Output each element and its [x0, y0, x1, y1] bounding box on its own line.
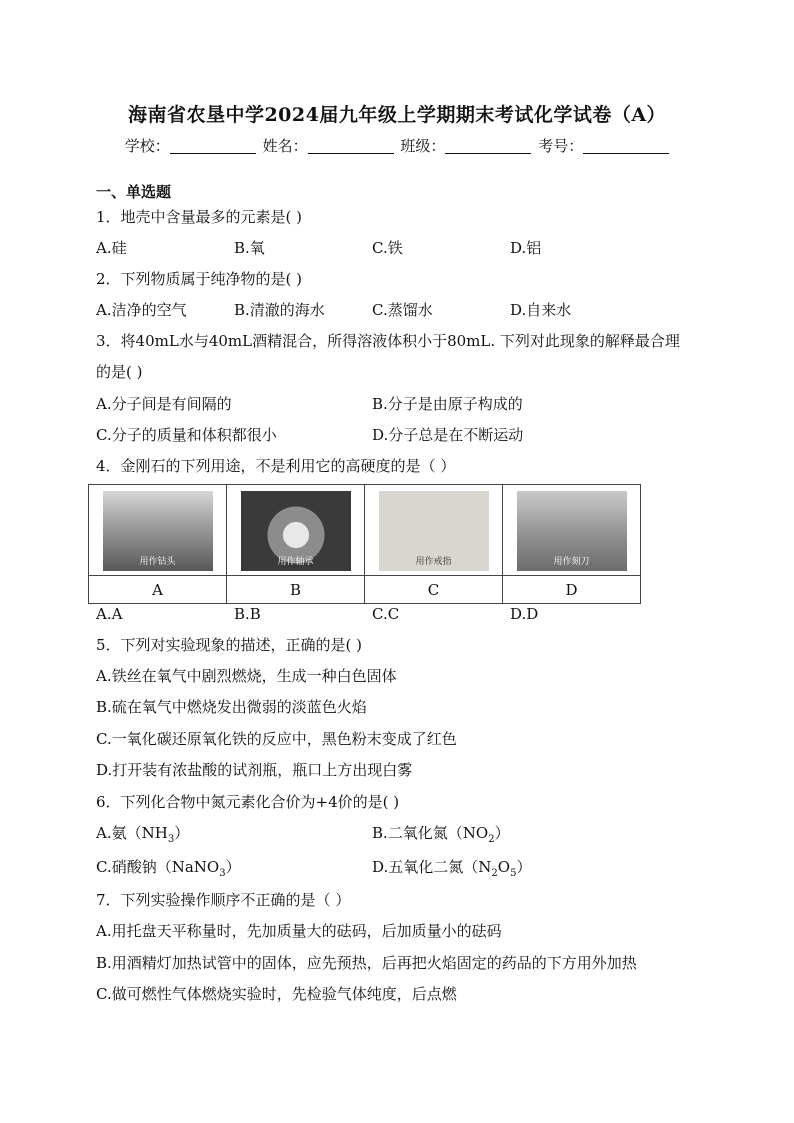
q3-option-d: D.分子总是在不断运动	[372, 426, 524, 444]
q7-option-b: B.用酒精灯加热试管中的固体，应先预热，后再把火焰固定的药品的下方用外加热	[96, 954, 637, 972]
q3-option-b: B.分子是由原子构成的	[372, 395, 523, 413]
q4-option-b: B.B	[234, 605, 261, 623]
q1-stem: 1．地壳中含量最多的元素是( )	[96, 208, 303, 226]
class-blank[interactable]	[445, 139, 531, 154]
q4-cell-a	[89, 485, 227, 576]
q7-option-a: A.用托盘天平称量时，先加质量大的砝码，后加质量小的砝码	[96, 922, 502, 940]
name-blank[interactable]	[308, 139, 394, 154]
q4-cell-d	[503, 485, 641, 576]
q1-option-d: D.铝	[510, 239, 542, 257]
q4-label-d: D	[503, 576, 641, 604]
q2-option-a: A.洁净的空气	[96, 301, 187, 319]
q3-option-a: A.分子间是有间隔的	[96, 395, 232, 413]
school-blank[interactable]	[170, 139, 256, 154]
q5-option-a: A.铁丝在氧气中剧烈燃烧，生成一种白色固体	[96, 667, 397, 685]
drill-bit-image	[103, 491, 213, 571]
q3-stem-line2: 的是( )	[96, 363, 143, 381]
q6-stem: 6．下列化合物中氮元素化合价为+4价的是( )	[96, 793, 400, 811]
glass-cutter-image	[517, 491, 627, 571]
q2-option-d: D.自来水	[510, 301, 572, 319]
class-label: 班级：	[400, 137, 446, 155]
watch-bearing-image	[241, 491, 351, 571]
number-label: 考号：	[538, 137, 584, 155]
q4-option-a: A.A	[96, 605, 123, 623]
q6-option-b: B.二氧化氮$(NO_2)$	[372, 824, 510, 845]
exam-title: 海南省农垦中学2024届九年级上学期期末考试化学试卷（A）	[127, 104, 667, 126]
q1-option-c: C.铁	[372, 239, 403, 257]
q5-option-b: B.硫在氧气中燃烧发出微弱的淡蓝色火焰	[96, 698, 367, 716]
q2-option-b: B.清澈的海水	[234, 301, 325, 319]
q4-image-table	[88, 484, 641, 604]
q6-option-c: C.硝酸钠（NaNO$_3$）	[96, 858, 241, 879]
q1-option-b: B.氧	[234, 239, 265, 257]
q5-option-c: C.一氧化碳还原氧化铁的反应中，黑色粉末变成了红色	[96, 730, 457, 748]
ring-image	[379, 491, 489, 571]
name-label: 姓名：	[262, 137, 308, 155]
q4-caption-d: 用作刻刀	[553, 557, 590, 567]
q4-cell-c	[365, 485, 503, 576]
q2-stem: 2．下列物质属于纯净物的是( )	[96, 270, 303, 288]
q4-option-c: C.C	[372, 605, 400, 623]
q4-caption-b: 用作轴承	[277, 557, 314, 567]
q4-label-c: C	[365, 576, 503, 604]
q4-caption-c: 用作戒指	[415, 557, 452, 567]
q4-cell-b	[227, 485, 365, 576]
q4-caption-a: 用作钻头	[139, 557, 176, 567]
q4-label-b: B	[227, 576, 365, 604]
q2-option-c: C.蒸馏水	[372, 301, 433, 319]
q4-stem: 4．金刚石的下列用途，不是利用它的高硬度的是（ ）	[96, 457, 456, 475]
q6-option-a: A.氨$(NH_3)$	[96, 824, 190, 845]
section-heading: 一、单选题	[96, 183, 172, 201]
q3-option-c: C.分子的质量和体积都很小	[96, 426, 277, 444]
q4-option-d: D.D	[510, 605, 539, 623]
q7-option-c: C.做可燃性气体燃烧实验时，先检验气体纯度，后点燃	[96, 985, 457, 1003]
q1-option-a: A.硅	[96, 239, 127, 257]
q3-stem-line1: 3．将40mL水与40mL酒精混合，所得溶液体积小于80mL. 下列对此现象的解释最合理	[96, 332, 680, 350]
q7-stem: 7．下列实验操作顺序不正确的是（ ）	[96, 891, 351, 909]
q6-option-d: D.五氧化二氮$(N_2O_5)$	[372, 858, 532, 879]
student-info-line	[0, 135, 794, 156]
number-blank[interactable]	[583, 139, 669, 154]
q5-stem: 5．下列对实验现象的描述，正确的是( )	[96, 636, 363, 654]
q4-label-a: A	[89, 576, 227, 604]
school-label: 学校：	[124, 137, 170, 155]
q5-option-d: D.打开装有浓盐酸的试剂瓶，瓶口上方出现白雾	[96, 761, 413, 779]
